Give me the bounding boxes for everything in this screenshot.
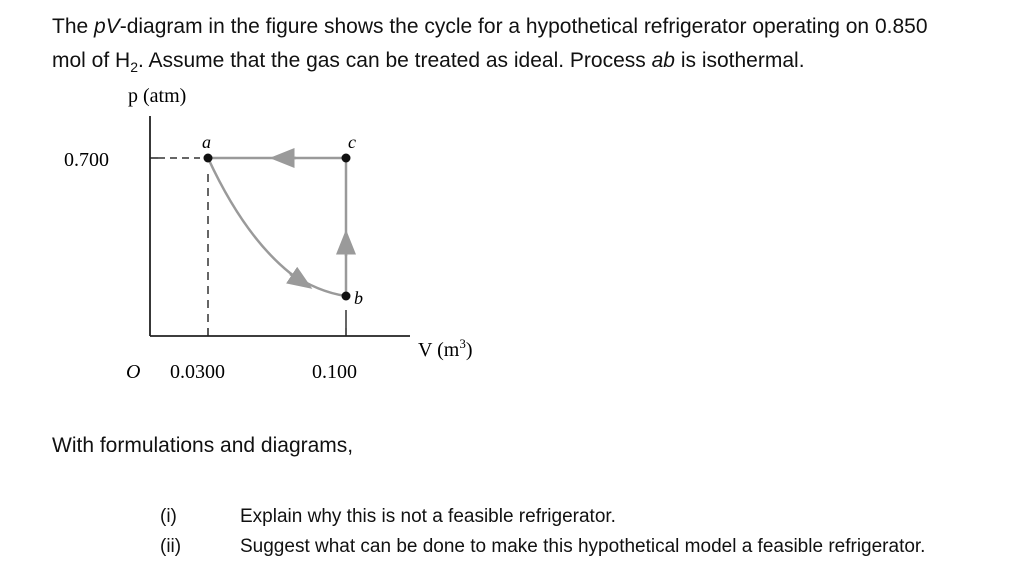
y-axis-label: p (atm) bbox=[128, 85, 187, 107]
question-1-number: (i) bbox=[160, 506, 177, 527]
ab-symbol: ab bbox=[651, 49, 675, 72]
x-axis-label: V $(m^3)$ bbox=[418, 336, 473, 361]
point-b-marker bbox=[342, 292, 351, 301]
y-tick-label: 0.700 bbox=[64, 149, 109, 171]
problem-text-1: The bbox=[52, 15, 95, 38]
point-c-marker bbox=[342, 154, 351, 163]
h2-subscript: 2 bbox=[130, 59, 138, 76]
question-1-text: Explain why this is not a feasible refrigerator. bbox=[240, 506, 616, 527]
point-a-marker bbox=[204, 154, 213, 163]
origin-label: O bbox=[126, 361, 141, 383]
prompt-text: With formulations and diagrams, bbox=[52, 434, 354, 457]
point-c-label: c bbox=[348, 132, 356, 152]
point-b-label: b bbox=[354, 288, 363, 308]
question-2-text: Suggest what can be done to make this hypothetical model a feasible refrigerator. bbox=[240, 536, 926, 557]
point-a-label: a bbox=[202, 132, 211, 152]
problem-text-2: -diagram in the figure shows the cycle for a hypothetical refrigerator operating on 0.850 bbox=[119, 15, 928, 38]
problem-text-5: is isothermal. bbox=[674, 49, 805, 72]
x-tick-label-0100: 0.100 bbox=[312, 361, 357, 383]
problem-text-4: . Assume that the gas can be treated as ideal. Process bbox=[137, 49, 652, 72]
problem-text-3: mol of H bbox=[52, 49, 131, 72]
pv-symbol: pV bbox=[94, 15, 120, 38]
problem-statement bbox=[52, 10, 1002, 78]
pv-diagram bbox=[50, 78, 490, 398]
question-2-number: (ii) bbox=[160, 536, 182, 557]
process-ab-isotherm bbox=[208, 158, 346, 296]
x-tick-label-0030: 0.0300 bbox=[170, 361, 225, 383]
